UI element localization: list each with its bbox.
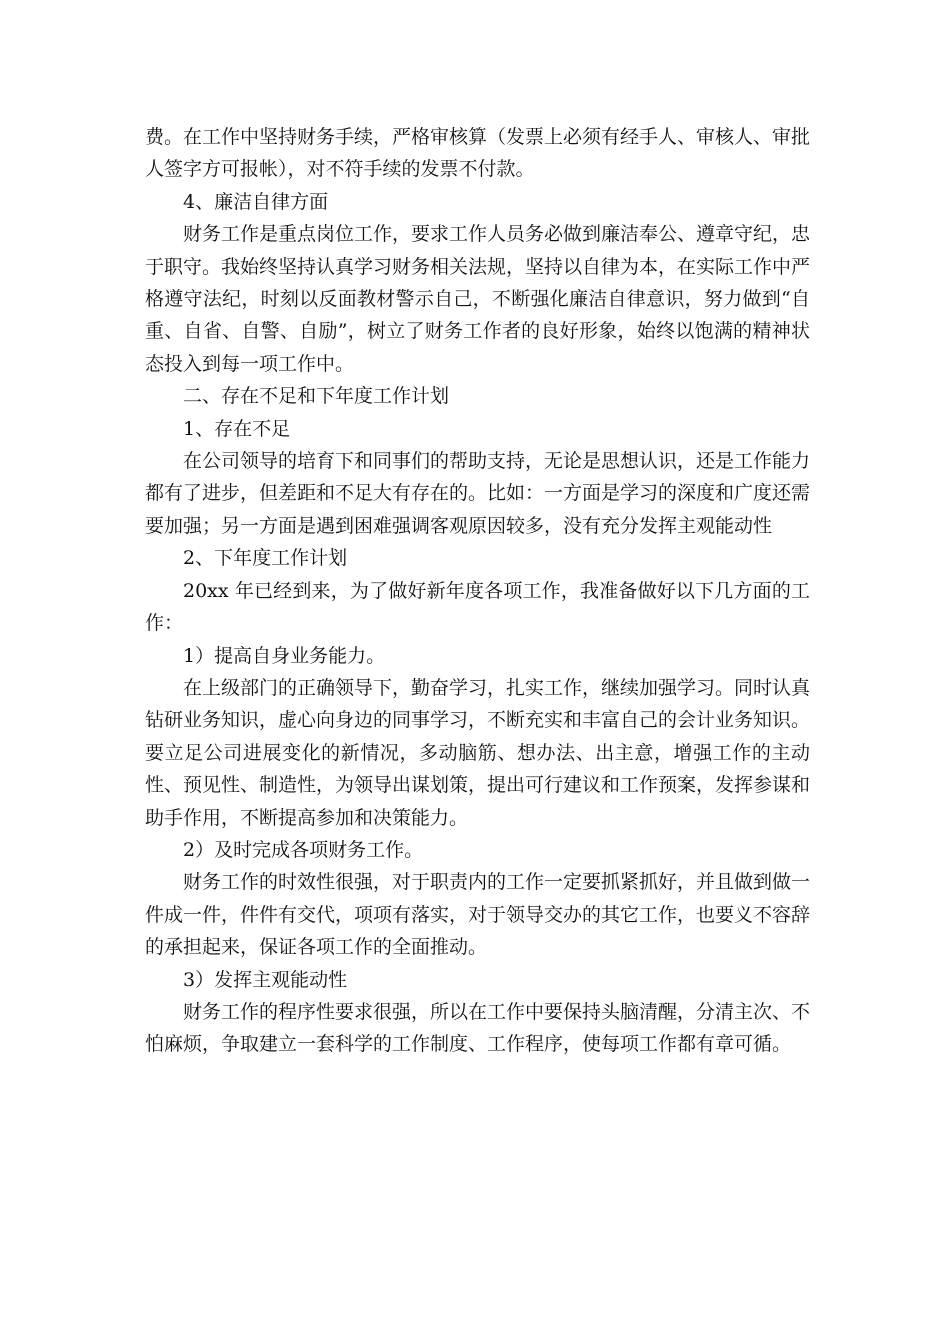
paragraph-invoice-procedure: 费。在工作中坚持财务手续，严格审核算（发票上必须有经手人、审核人、审批人签字方可报帐），对不符手续的发票不付款。 <box>145 126 811 181</box>
document-body <box>145 121 810 1061</box>
heading-integrity-self-discipline: 4、廉洁自律方面 <box>183 190 329 213</box>
paragraph-integrity-self-discipline: 财务工作是重点岗位工作，要求工作人员务必做到廉洁奉公、遵章守纪，忠于职守。我始终坚持认真学习财务相关法规，坚持以自律为本，在实际工作中严格遵守法纪，时刻以反面教材警示自己，不断强化廉洁自律意识，努力做到“自重、自省、自警、自励”，树立了财务工作者的良好形象，始终以饱满的精神状态投入到每一项工作中。 <box>145 223 811 375</box>
heading-next-year-plan: 2、下年度工作计划 <box>183 547 348 570</box>
paragraph-subjective-initiative: 财务工作的程序性要求很强，所以在工作中要保持头脑清醒，分清主次、不怕麻烦，争取建立一套科学的工作制度、工作程序，使每项工作都有章可循。 <box>145 1000 811 1056</box>
paragraph-complete-financial-work: 财务工作的时效性很强，对于职责内的工作一定要抓紧抓好，并且做到做一件成一件，件件有交代，项项有落实，对于领导交办的其它工作，也要义不容辞的承担起来，保证各项工作的全面推动。 <box>145 871 811 959</box>
paragraph-next-year-intro: 20xx 年已经到来，为了做好新年度各项工作，我准备做好以下几方面的工作： <box>145 579 810 635</box>
heading-improve-business-ability: 1）提高自身业务能力。 <box>183 644 386 667</box>
heading-subjective-initiative: 3）发挥主观能动性 <box>183 968 348 991</box>
heading-shortcomings-and-plan: 二、存在不足和下年度工作计划 <box>183 385 450 408</box>
paragraph-shortcomings: 在公司领导的培育下和同事们的帮助支持，无论是思想认识，还是工作能力都有了进步，但差距和不足大有存在的。比如：一方面是学习的深度和广度还需要加强；另一方面是遇到困难强调客观原因较多，没有充分发挥主观能动性 <box>145 450 811 537</box>
paragraph-improve-business-ability: 在上级部门的正确领导下，勤奋学习，扎实工作，继续加强学习。同时认真钻研业务知识，虚心向身边的同事学习，不断充实和丰富自己的会计业务知识。要立足公司进展变化的新情况，多动脑筋、想办法、出主意，增强工作的主动性、预见性、制造性，为领导出谋划策，提出可行建议和工作预案，发挥参谋和助手作用，不断提高参加和决策能力。 <box>145 676 811 829</box>
heading-complete-financial-work: 2）及时完成各项财务工作。 <box>183 838 424 861</box>
heading-shortcomings: 1、存在不足 <box>183 417 291 440</box>
